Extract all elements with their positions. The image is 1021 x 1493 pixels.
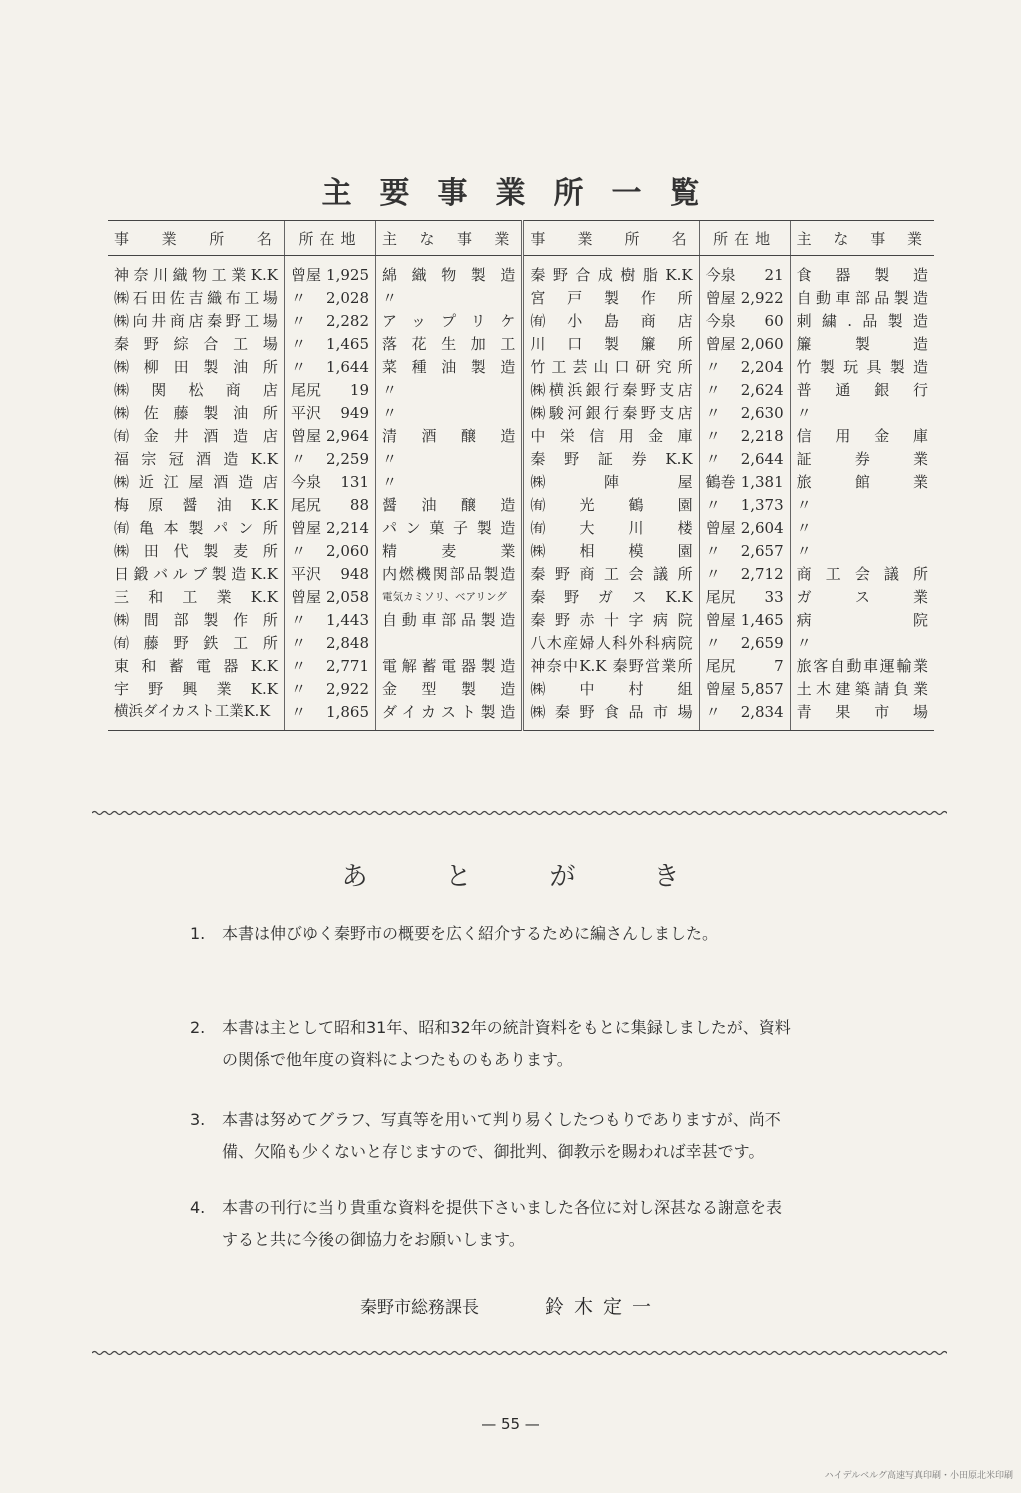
cell-name: ㈱田代製麦所 — [114, 542, 278, 560]
cell-location — [699, 448, 790, 471]
cell-location — [284, 425, 375, 448]
table-row — [108, 310, 934, 333]
cell-location — [284, 333, 375, 356]
item-line: 備、欠陥も少くないと存じますので、御批判、御教示を賜われば幸甚です。 — [222, 1142, 765, 1161]
location-inner — [702, 678, 788, 701]
cell-name: ㈱近江屋酒造店 — [114, 473, 278, 491]
table-row — [108, 425, 934, 448]
wavy-divider-bottom — [92, 1346, 947, 1360]
location-number: 2,259 — [326, 450, 369, 468]
cell-location — [699, 402, 790, 425]
cell-location — [284, 379, 375, 402]
cell-business: 病院 — [790, 609, 934, 632]
location-inner — [702, 563, 788, 586]
location-inner — [287, 701, 373, 724]
afterword-item-4 — [190, 1192, 850, 1256]
cell-location — [699, 310, 790, 333]
cell-name: ㈱秦野食品市場 — [523, 701, 699, 731]
cell-name: 東和蓄電器K.K — [114, 657, 278, 675]
cell-name: ㈲藤野鉄工所 — [114, 634, 278, 652]
cell-name: ㈱横浜銀行秦野支店 — [523, 379, 699, 402]
location-area: 〃 — [290, 312, 306, 330]
location-area: 〃 — [705, 381, 721, 399]
cell-business: 〃 — [790, 517, 934, 540]
cell-name: ㈲光鶴園 — [523, 494, 699, 517]
location-inner — [287, 425, 373, 448]
cell-location — [699, 494, 790, 517]
location-inner — [287, 379, 373, 402]
location-number: 2,604 — [740, 519, 784, 537]
cell-name: 秦野赤十字病院 — [523, 609, 699, 632]
location-inner — [287, 402, 373, 425]
location-number: 2,630 — [740, 404, 784, 422]
location-area: 曾屋 — [705, 611, 736, 629]
cell-business: 竹製玩具製造 — [790, 356, 934, 379]
cell-name: ㈱柳田製油所 — [114, 358, 278, 376]
table-row — [108, 471, 934, 494]
cell-business: 電気カミソリ、ベアリング — [376, 586, 523, 609]
cell-location — [284, 678, 375, 701]
cell-business: ダイカスト製造 — [376, 701, 523, 731]
location-number: 19 — [349, 381, 369, 399]
cell-location — [284, 256, 375, 288]
location-area: 〃 — [705, 542, 721, 560]
cell-business: 〃 — [376, 379, 523, 402]
cell-location — [699, 632, 790, 655]
location-number: 2,771 — [326, 657, 369, 675]
item-line: の関係で他年度の資料によつたものもあります。 — [222, 1050, 573, 1069]
cell-location — [284, 563, 375, 586]
page-number: — 55 — — [481, 1415, 540, 1433]
location-area: 曾屋 — [705, 680, 736, 698]
cell-business: 菜種油製造 — [376, 356, 523, 379]
header-location-left: 所在地 — [284, 221, 375, 256]
location-inner — [702, 402, 788, 425]
cell-name: 梅原醤油K.K — [114, 496, 278, 514]
cell-business: 〃 — [790, 632, 934, 655]
cell-location — [699, 425, 790, 448]
location-number: 2,282 — [326, 312, 369, 330]
location-area: 〃 — [290, 335, 306, 353]
location-number: 2,214 — [326, 519, 369, 537]
location-area: 〃 — [290, 289, 306, 307]
location-inner — [702, 586, 788, 609]
location-number: 21 — [764, 266, 784, 284]
location-area: 曾屋 — [290, 266, 321, 284]
afterword-item-3 — [190, 1104, 850, 1168]
location-area: 〃 — [290, 703, 306, 721]
table-row — [108, 701, 934, 731]
location-number: 2,922 — [740, 289, 784, 307]
table-row — [108, 586, 934, 609]
location-area: 〃 — [705, 703, 721, 721]
cell-business: 落花生加工 — [376, 333, 523, 356]
location-inner — [702, 494, 788, 517]
header-location-right: 所在地 — [699, 221, 790, 256]
cell-name: ㈱中村組 — [523, 678, 699, 701]
cell-location — [284, 494, 375, 517]
cell-business: 精麦業 — [376, 540, 523, 563]
location-inner — [287, 448, 373, 471]
cell-location — [284, 287, 375, 310]
location-inner — [702, 379, 788, 402]
cell-location — [284, 402, 375, 425]
location-inner — [287, 356, 373, 379]
cell-location — [699, 356, 790, 379]
afterword-item-2 — [190, 1012, 850, 1076]
cell-location — [284, 448, 375, 471]
cell-location — [699, 256, 790, 288]
cell-location — [284, 586, 375, 609]
cell-business: 信用金庫 — [790, 425, 934, 448]
item-number: 2. — [190, 1018, 206, 1037]
cell-business: 金型製造 — [376, 678, 523, 701]
location-inner — [287, 264, 373, 287]
table-row — [108, 678, 934, 701]
location-inner — [702, 333, 788, 356]
cell-business: 〃 — [376, 471, 523, 494]
cell-location — [699, 609, 790, 632]
wavy-divider-top — [92, 806, 947, 820]
location-number: 1,865 — [326, 703, 369, 721]
header-business-right: 主な事業 — [790, 221, 934, 256]
table-row — [108, 256, 934, 288]
table-row — [108, 517, 934, 540]
cell-name: ㈱相模園 — [523, 540, 699, 563]
cell-location — [699, 287, 790, 310]
location-inner — [287, 678, 373, 701]
location-area: 〃 — [290, 680, 306, 698]
location-area: 今泉 — [290, 473, 321, 491]
location-inner — [287, 471, 373, 494]
cell-business: 〃 — [790, 402, 934, 425]
cell-location — [284, 540, 375, 563]
location-inner — [287, 563, 373, 586]
item-line: すると共に今後の御協力をお願いします。 — [222, 1230, 525, 1249]
cell-business: 食器製造 — [790, 256, 934, 288]
location-number: 2,712 — [740, 565, 784, 583]
cell-name: 神奈中K.K 秦野営業所 — [523, 655, 699, 678]
location-area: 曾屋 — [705, 519, 736, 537]
cell-business: 刺繍.品製造 — [790, 310, 934, 333]
location-area: 〃 — [705, 404, 721, 422]
cell-name: 八木産婦人科外科病院 — [523, 632, 699, 655]
location-number: 1,465 — [326, 335, 369, 353]
location-area: 平沢 — [290, 565, 321, 583]
table-row — [108, 632, 934, 655]
cell-name: 中栄信用金庫 — [523, 425, 699, 448]
location-area: 〃 — [290, 358, 306, 376]
location-area: 曾屋 — [705, 289, 736, 307]
cell-business: 商工会議所 — [790, 563, 934, 586]
cell-name: 神奈川織物工業K.K — [114, 266, 278, 284]
cell-name: 日鍛バルブ製造K.K — [114, 565, 278, 583]
location-inner — [287, 609, 373, 632]
cell-business: パン菓子製造 — [376, 517, 523, 540]
header-name-left: 事業所名 — [108, 221, 284, 256]
location-area: 尾尻 — [705, 588, 736, 606]
business-table — [108, 220, 934, 731]
cell-name: ㈱間部製作所 — [114, 611, 278, 629]
business-table-wrap — [108, 220, 934, 740]
location-area: 〃 — [705, 450, 721, 468]
printer-note: ハイデルベルグ高速写真印刷・小田原北米印刷 — [824, 1471, 1013, 1481]
location-area: 〃 — [705, 427, 721, 445]
cell-name: 川口製簾所 — [523, 333, 699, 356]
location-inner — [287, 310, 373, 333]
location-number: 2,624 — [740, 381, 784, 399]
location-area: 曾屋 — [290, 427, 321, 445]
item-number: 1. — [190, 924, 206, 943]
item-line: 本書は伸びゆく秦野市の概要を広く紹介するために編さんしました。 — [222, 924, 719, 943]
location-inner — [287, 287, 373, 310]
cell-business: ガス業 — [790, 586, 934, 609]
location-area: 尾尻 — [705, 657, 736, 675]
location-number: 2,060 — [326, 542, 369, 560]
cell-location — [284, 632, 375, 655]
location-number: 60 — [764, 312, 784, 330]
location-number: 2,204 — [740, 358, 784, 376]
table-row — [108, 402, 934, 425]
location-number: 2,834 — [740, 703, 784, 721]
location-area: 尾尻 — [290, 496, 321, 514]
cell-business: 電解蓄電器製造 — [376, 655, 523, 678]
cell-business: 旅館業 — [790, 471, 934, 494]
cell-business: 旅客自動車運輸業 — [790, 655, 934, 678]
table-row — [108, 540, 934, 563]
location-inner — [702, 655, 788, 678]
location-inner — [702, 701, 788, 724]
cell-business: 自動車部品製造 — [790, 287, 934, 310]
location-inner — [287, 494, 373, 517]
cell-location — [284, 310, 375, 333]
cell-location — [284, 609, 375, 632]
cell-business: 醤油醸造 — [376, 494, 523, 517]
cell-location — [699, 655, 790, 678]
table-row — [108, 448, 934, 471]
location-number: 2,644 — [740, 450, 784, 468]
location-inner — [702, 448, 788, 471]
item-line: 本書の刊行に当り貴重な資料を提供下さいました各位に対し深甚なる謝意を表 — [222, 1198, 783, 1217]
location-inner — [702, 632, 788, 655]
cell-location — [699, 586, 790, 609]
cell-business: 〃 — [376, 448, 523, 471]
table-row — [108, 494, 934, 517]
location-area: 曾屋 — [705, 335, 736, 353]
location-number: 1,443 — [326, 611, 369, 629]
location-inner — [702, 517, 788, 540]
location-inner — [702, 310, 788, 333]
table-row — [108, 655, 934, 678]
cell-location — [284, 517, 375, 540]
location-number: 949 — [340, 404, 369, 422]
location-inner — [702, 471, 788, 494]
location-area: 〃 — [705, 565, 721, 583]
table-row — [108, 333, 934, 356]
cell-business: 普通銀行 — [790, 379, 934, 402]
cell-name: ㈱佐藤製油所 — [114, 404, 278, 422]
cell-name: ㈱石田佐吉織布工場 — [114, 289, 278, 307]
cell-business — [376, 632, 523, 655]
cell-name: 秦野合成樹脂K.K — [523, 256, 699, 288]
table-row — [108, 563, 934, 586]
location-number: 2,028 — [326, 289, 369, 307]
cell-name: 宇野興業K.K — [114, 680, 278, 698]
signature — [0, 1292, 1021, 1319]
table-row — [108, 356, 934, 379]
signature-name: 鈴木定一 — [544, 1296, 661, 1318]
cell-name: ㈱向井商店秦野工場 — [114, 312, 278, 330]
cell-name: 秦野ガスK.K — [523, 586, 699, 609]
location-area: 今泉 — [705, 266, 736, 284]
location-number: 5,857 — [740, 680, 784, 698]
location-area: 尾尻 — [290, 381, 321, 399]
location-number: 2,218 — [740, 427, 784, 445]
location-area: 〃 — [290, 450, 306, 468]
table-header-row — [108, 221, 934, 256]
location-number: 131 — [340, 473, 369, 491]
cell-name: 秦野証券K.K — [523, 448, 699, 471]
location-area: 平沢 — [290, 404, 321, 422]
location-inner — [702, 425, 788, 448]
header-name-right: 事業所名 — [523, 221, 699, 256]
location-inner — [702, 287, 788, 310]
signature-role: 秦野市総務課長 — [359, 1298, 479, 1318]
item-number: 3. — [190, 1110, 206, 1129]
location-inner — [287, 540, 373, 563]
cell-name: ㈱関松商店 — [114, 381, 278, 399]
location-inner — [702, 356, 788, 379]
location-inner — [287, 632, 373, 655]
item-number: 4. — [190, 1198, 206, 1217]
location-inner — [287, 655, 373, 678]
page-title: 主要事業所一覧 — [321, 176, 728, 211]
cell-location — [699, 333, 790, 356]
cell-business: 青果市場 — [790, 701, 934, 731]
cell-business: 内燃機関部品製造 — [376, 563, 523, 586]
location-number: 1,925 — [326, 266, 369, 284]
wavy-line — [92, 806, 947, 820]
location-number: 1,381 — [740, 473, 784, 491]
cell-location — [699, 701, 790, 731]
cell-location — [699, 471, 790, 494]
cell-business: 土木建築請負業 — [790, 678, 934, 701]
cell-business: 〃 — [790, 540, 934, 563]
location-inner — [702, 540, 788, 563]
cell-business: 〃 — [376, 402, 523, 425]
location-inner — [702, 264, 788, 287]
cell-location — [699, 540, 790, 563]
cell-name: ㈲亀本製パン所 — [114, 519, 278, 537]
location-number: 948 — [340, 565, 369, 583]
cell-location — [699, 563, 790, 586]
item-line: 本書は主として昭和31年、昭和32年の統計資料をもとに集録しましたが、資料 — [222, 1018, 791, 1037]
location-area: 今泉 — [705, 312, 736, 330]
cell-location — [699, 678, 790, 701]
location-inner — [702, 609, 788, 632]
location-number: 2,060 — [740, 335, 784, 353]
table-row — [108, 287, 934, 310]
cell-name: ㈲金井酒造店 — [114, 427, 278, 445]
location-inner — [287, 333, 373, 356]
location-area: 〃 — [705, 496, 721, 514]
cell-name: ㈱陣屋 — [523, 471, 699, 494]
location-area: 〃 — [290, 611, 306, 629]
cell-location — [284, 655, 375, 678]
location-number: 1,465 — [740, 611, 784, 629]
location-number: 7 — [774, 657, 784, 675]
cell-name: ㈲小島商店 — [523, 310, 699, 333]
location-area: 〃 — [705, 634, 721, 652]
location-number: 2,964 — [326, 427, 369, 445]
cell-name: ㈱駿河銀行秦野支店 — [523, 402, 699, 425]
location-area: 〃 — [290, 542, 306, 560]
cell-business: アップリケ — [376, 310, 523, 333]
location-number: 1,644 — [326, 358, 369, 376]
cell-business: 清酒醸造 — [376, 425, 523, 448]
cell-location — [284, 356, 375, 379]
item-line: 本書は努めてグラフ、写真等を用いて判り易くしたつもりでありますが、尚不 — [222, 1110, 781, 1129]
cell-location — [699, 517, 790, 540]
cell-location — [284, 701, 375, 731]
location-area: 曾屋 — [290, 588, 321, 606]
cell-location — [699, 379, 790, 402]
cell-business: 〃 — [790, 494, 934, 517]
cell-name: 福宗冠酒造K.K — [114, 450, 278, 468]
cell-business: 綿織物製造 — [376, 256, 523, 288]
afterword-title: あとがき — [341, 862, 758, 892]
cell-name: 秦野綜合工場 — [114, 335, 278, 353]
location-number: 2,848 — [326, 634, 369, 652]
cell-business: 〃 — [376, 287, 523, 310]
cell-name: 宮戸製作所 — [523, 287, 699, 310]
cell-location — [284, 471, 375, 494]
cell-name: 竹工芸山口研究所 — [523, 356, 699, 379]
location-number: 88 — [349, 496, 369, 514]
wave-path — [92, 812, 947, 815]
wavy-line — [92, 1346, 947, 1360]
location-number: 2,659 — [740, 634, 784, 652]
location-inner — [287, 517, 373, 540]
table-row — [108, 609, 934, 632]
afterword-item-1 — [190, 918, 850, 950]
cell-business: 簾製造 — [790, 333, 934, 356]
location-area: 〃 — [705, 358, 721, 376]
location-number: 2,922 — [326, 680, 369, 698]
location-area: 鶴巻 — [705, 473, 736, 491]
table-row — [108, 379, 934, 402]
cell-business: 自動車部品製造 — [376, 609, 523, 632]
cell-name: 三和工業K.K — [114, 588, 278, 606]
cell-name: 秦野商工会議所 — [523, 563, 699, 586]
location-number: 2,657 — [740, 542, 784, 560]
table-body — [108, 256, 934, 731]
wave-path — [92, 1352, 947, 1355]
location-inner — [287, 586, 373, 609]
location-area: 曾屋 — [290, 519, 321, 537]
cell-name: ㈲大川楼 — [523, 517, 699, 540]
cell-business: 証券業 — [790, 448, 934, 471]
location-number: 33 — [764, 588, 784, 606]
cell-name: 横浜ダイカスト工業K.K — [108, 701, 284, 731]
location-area: 〃 — [290, 657, 306, 675]
location-number: 1,373 — [740, 496, 784, 514]
header-business-left: 主な事業 — [376, 221, 523, 256]
location-area: 〃 — [290, 634, 306, 652]
location-number: 2,058 — [326, 588, 369, 606]
